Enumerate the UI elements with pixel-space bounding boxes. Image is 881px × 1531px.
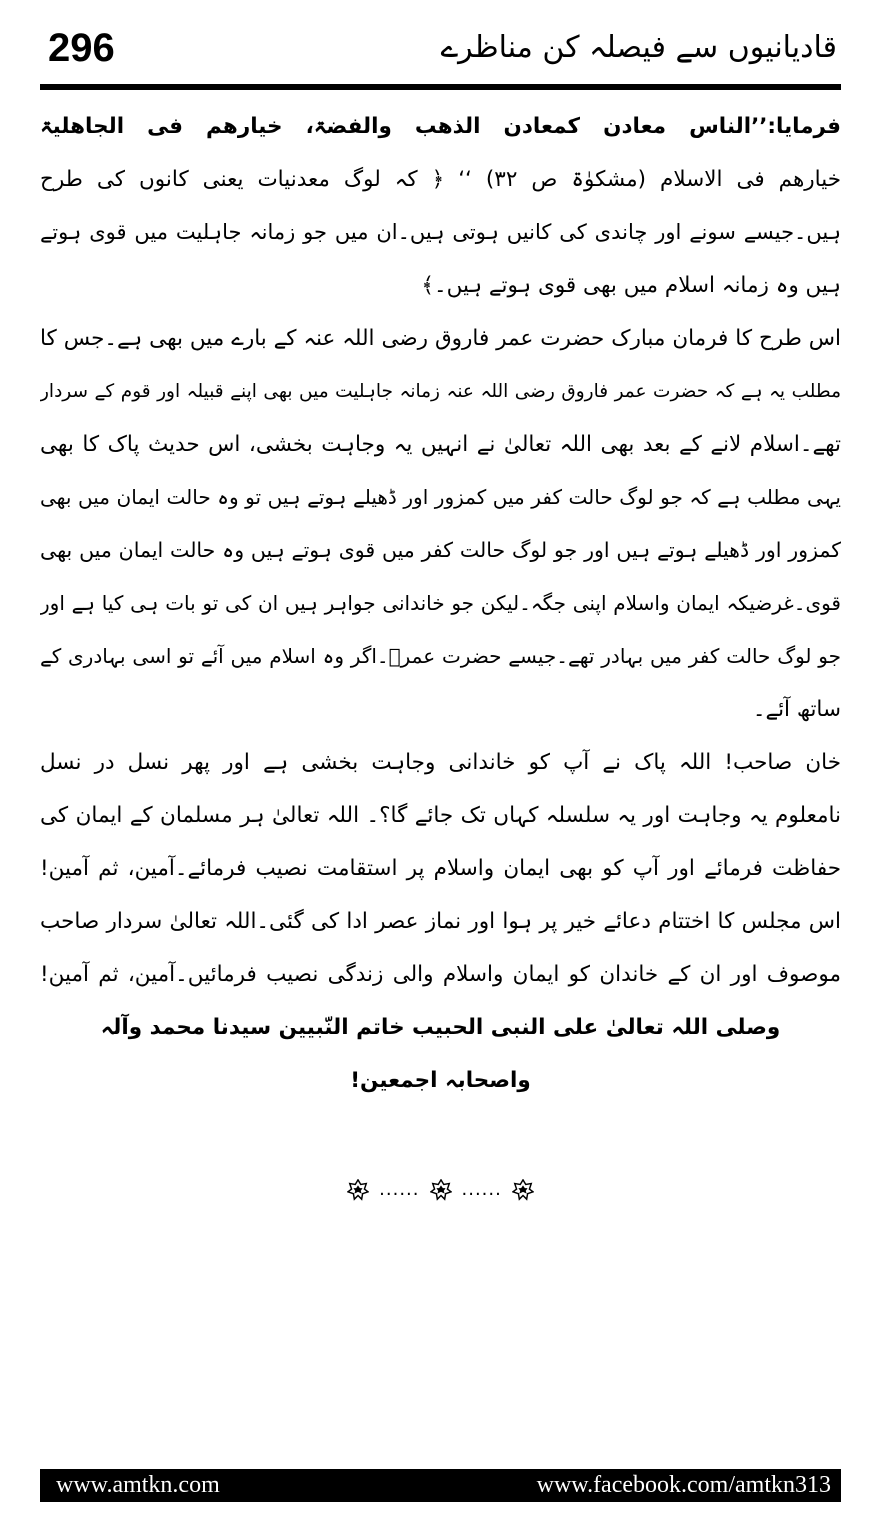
text-line: ہیں۔جیسے سونے اور چاندی کی کانیں ہوتی ہیں۔ان میں جو زمانہ جاہلیت میں قوی ہوتے (40, 220, 841, 244)
text-line: واصحابہ اجمعین! (350, 1068, 531, 1093)
text-line: ہیں وہ زمانہ اسلام میں بھی قوی ہوتے ہیں۔﴾ (421, 273, 841, 298)
header-rule (40, 84, 841, 90)
text-line: وصلی اللہ تعالیٰ علی النبی الحبیب خاتم النّبیین سیدنا محمد وآلہ (100, 1015, 781, 1040)
text-line: حفاظت فرمائے اور آپ کو بھی ایمان واسلام پر استقامت نصیب فرمائے۔آمین، ثم آمین! (40, 856, 841, 881)
text-line: اس مجلس کا اختتام دعائے خیر پر ہوا اور نماز عصر ادا کی گئی۔اللہ تعالیٰ سردار صاحب (40, 909, 841, 934)
text-line: خان صاحب! اللہ پاک نے آپ کو خاندانی وجاہت بخشی ہے اور پھر نسل در نسل (40, 750, 841, 775)
text-line: کمزور اور ڈھیلے ہوتے ہیں اور جو لوگ حالت کفر میں قوی ہوتے ہیں وہ حالت ایمان میں بھی (40, 538, 841, 562)
star-ornament-icon (512, 1179, 534, 1201)
ornament-separator: ...... (379, 1179, 420, 1200)
facebook-link[interactable]: www.facebook.com/amtkn313 (536, 1472, 831, 1498)
ornament-separator: ...... (461, 1179, 502, 1200)
text-line: ساتھ آئے۔ (752, 697, 841, 722)
text-line: یہی مطلب ہے کہ جو لوگ حالت کفر میں کمزور اور ڈھیلے ہوتے ہیں تو وہ حالت ایمان میں بھی (40, 485, 841, 509)
website-link[interactable]: www.amtkn.com (56, 1472, 220, 1498)
text-line: نامعلوم یہ وجاہت اور یہ سلسلہ کہاں تک جائے گا؟۔ اللہ تعالیٰ ہر مسلمان کے ایمان کی (40, 803, 841, 828)
footer-bar (40, 1469, 841, 1502)
text-line: موصوف اور ان کے خاندان کو ایمان واسلام والی زندگی نصیب فرمائیں۔آمین، ثم آمین! (40, 962, 841, 987)
running-title: قادیانیوں سے فیصلہ کن مناظرے (440, 30, 837, 65)
star-ornament-icon (430, 1179, 452, 1201)
text-line: قوی۔غرضیکہ ایمان واسلام اپنی جگہ۔لیکن جو خاندانی جواہر ہیں ان کی تو بات ہی کیا ہے اور (40, 591, 841, 615)
text-line: مطلب یہ ہے کہ حضرت عمر فاروق رضی اللہ عنہ زمانہ جاہلیت میں بھی اپنے قبیلہ اور قوم کے سردار (40, 381, 841, 402)
text-line: جو لوگ حالت کفر میں بہادر تھے۔جیسے حضرت عمرؓ۔اگر وہ اسلام میں آئے تو اسی بہادری کے (40, 644, 841, 668)
body-text (40, 100, 841, 1190)
text-line: فرمایا:’’الناس معادن کمعادن الذھب والفضۃ، خیارھم فی الجاھلیۃ (40, 114, 841, 139)
text-line: اس طرح کا فرمان مبارک حضرت عمر فاروق رضی اللہ عنہ کے بارے میں بھی ہے۔جس کا (40, 326, 841, 351)
ornament-divider (0, 1172, 881, 1208)
star-ornament-icon (347, 1179, 369, 1201)
text-line: تھے۔اسلام لانے کے بعد بھی اللہ تعالیٰ نے انہیں یہ وجاہت بخشی، اس حدیث پاک کا بھی (40, 432, 841, 457)
text-line: خیارھم فی الاسلام (مشکوٰۃ ص ۳۲) ‘‘ ﴿ کہ لوگ معدنیات یعنی کانوں کی طرح (40, 167, 841, 192)
page-number: 296 (48, 26, 115, 70)
